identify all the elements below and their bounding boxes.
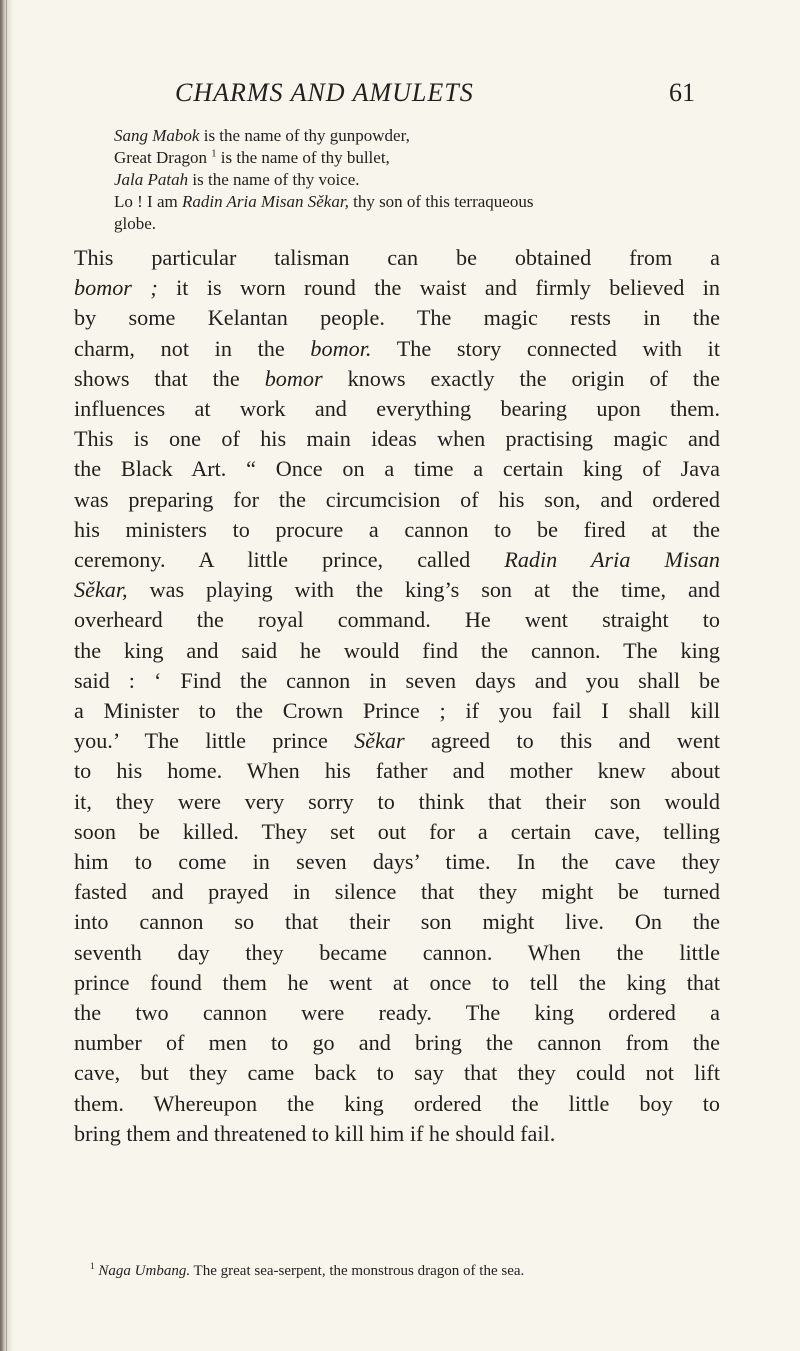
verse-text: is the name of thy bullet, <box>216 148 390 167</box>
italic-phrase: bomor <box>264 365 323 391</box>
text-line <box>74 334 720 364</box>
italic-phrase: Sang Mabok <box>114 126 200 145</box>
italic-phrase: bomor ; <box>74 275 158 301</box>
body-text <box>74 243 720 1149</box>
running-header <box>175 78 695 112</box>
verse-text: Great Dragon <box>114 148 212 167</box>
text-line: prince found them he went at once to tell the king that <box>74 969 720 995</box>
text-line: his ministers to procure a cannon to be fired at the <box>74 516 720 542</box>
italic-phrase: bomor. <box>310 335 372 361</box>
text-line: was preparing for the circumcision of his son, and ordered <box>74 486 720 512</box>
text-line: influences at work and everything bearing upon them. <box>74 396 720 422</box>
verse-line <box>114 191 704 213</box>
text-line: seventh day they became cannon. When the little <box>74 939 720 965</box>
verse-line <box>114 169 704 191</box>
footnote-marker: 1 <box>90 1262 95 1272</box>
text-line: the Black Art. “ Once on a time a certain king of Java <box>74 456 720 482</box>
text-line: This is one of his main ideas when practising magic and <box>74 426 720 452</box>
text-line: This particular talisman can be obtained from a <box>74 245 720 270</box>
gutter-fold-line <box>6 0 7 1351</box>
text-line: number of men to go and bring the cannon from the <box>74 1030 720 1056</box>
verse-line <box>114 147 704 169</box>
line-text: charm, not in the <box>74 335 311 361</box>
text-line: cave, but they came back to say that they could not lift <box>74 1060 720 1086</box>
text-line: soon be killed. They set out for a certain cave, telling <box>74 818 720 844</box>
text-line <box>74 545 720 575</box>
verse-line <box>114 125 704 147</box>
text-line: the two cannon were ready. The king ordered a <box>74 1000 720 1026</box>
text-line: said : ‘ Find the cannon in seven days and you shall be <box>74 667 720 693</box>
verse-text: thy son of this terraqueous <box>348 192 534 211</box>
paragraph <box>74 243 720 1149</box>
italic-phrase: Radin Aria Misan Sěkar, <box>181 192 349 211</box>
italic-phrase: Radin Aria Misan <box>504 547 720 573</box>
text-line <box>74 273 720 303</box>
verse-text: Lo ! I am <box>114 192 182 211</box>
line-text: shows that the <box>74 365 265 391</box>
text-line: them. Whereupon the king ordered the little boy to <box>74 1090 720 1116</box>
line-text: was playing with the king’s son at the time, and <box>127 577 720 603</box>
line-text: The story connected with it <box>371 335 720 361</box>
text-line <box>74 364 720 394</box>
text-line <box>74 575 720 605</box>
text-line: him to come in seven days’ time. In the cave they <box>74 849 720 875</box>
line-text: you.’ The little prince <box>74 728 355 754</box>
verse-block <box>114 125 704 235</box>
line-text: agreed to this and went <box>404 728 720 754</box>
text-line: to his home. When his father and mother knew about <box>74 758 720 784</box>
text-line: into cannon so that their son might live. On the <box>74 909 720 935</box>
text-line: the king and said he would find the cannon. The king <box>74 637 720 663</box>
text-line: overheard the royal command. He went straight to <box>74 607 720 633</box>
verse-text: is the name of thy gunpowder, <box>199 126 410 145</box>
text-line: by some Kelantan people. The magic rests in the <box>74 305 720 331</box>
italic-phrase: Jala Patah <box>114 170 189 189</box>
footnote-reference: 1 <box>211 148 217 160</box>
text-line: fasted and prayed in silence that they might be turned <box>74 879 720 905</box>
page-number: 61 <box>669 78 695 107</box>
footnote <box>90 1262 710 1280</box>
page-gutter <box>0 0 14 1351</box>
text-line: bring them and threatened to kill him if he should fail. <box>74 1120 556 1146</box>
footnote-text: The great sea-serpent, the monstrous dragon of the sea. <box>190 1263 525 1279</box>
text-line <box>74 726 720 756</box>
italic-phrase: Sěkar, <box>74 577 128 603</box>
line-text: ceremony. A little prince, called <box>74 547 505 573</box>
verse-continuation: globe. <box>114 214 157 233</box>
footnote-term: Naga Umbang. <box>98 1263 191 1279</box>
running-title: CHARMS AND AMULETS <box>175 78 474 107</box>
verse-text: is the name of thy voice. <box>188 170 360 189</box>
line-text: knows exactly the origin of the <box>322 365 720 391</box>
text-line: it, they were very sorry to think that their son would <box>74 788 720 814</box>
italic-phrase: Sěkar <box>354 728 405 754</box>
text-line: a Minister to the Crown Prince ; if you fail I shall kill <box>74 698 720 724</box>
line-text: it is worn round the waist and firmly believed in <box>157 275 721 301</box>
